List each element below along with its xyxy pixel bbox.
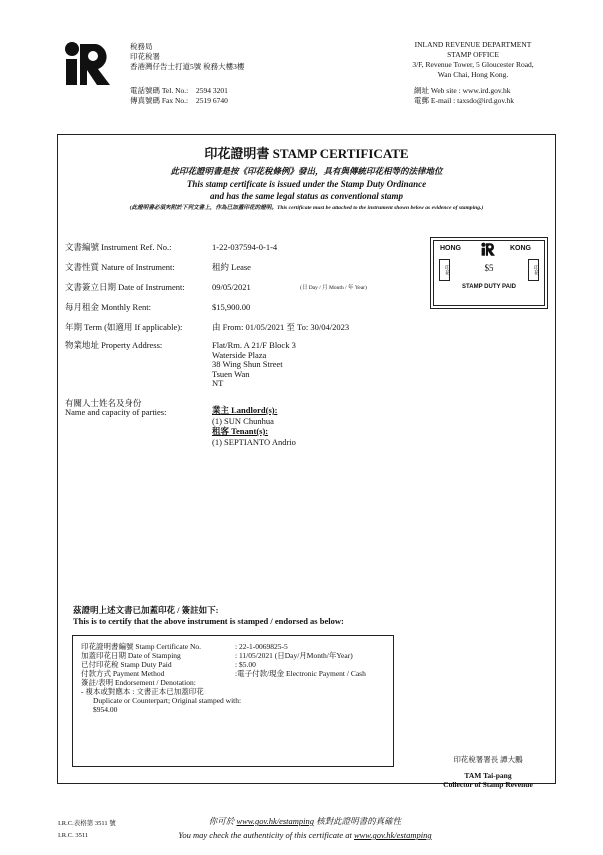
certificate-sub-cn: 此印花證明書是按《印花稅條例》發出，具有與傳統印花相等的法律地位 — [170, 166, 443, 176]
verify-note — [140, 814, 470, 842]
verify-en-pre: You may check the authenticity of this certificate at — [178, 830, 354, 840]
duty-label: 已付印花稅 Stamp Duty Paid — [81, 660, 172, 669]
signature-block — [423, 755, 553, 789]
signature-cn: 印花稅署署長 譚大鵬 — [453, 755, 523, 764]
stamp-kong: KONG — [510, 245, 531, 252]
tenant-name: (1) SEPTIANTO Andrio — [212, 436, 296, 447]
parties-value — [212, 405, 296, 447]
stamp-date-value: : 11/05/2021 (日Day/月Month/年Year) — [235, 651, 353, 660]
duty-value: : $5.00 — [235, 660, 256, 669]
header-cn-office: 印花稅署 — [130, 52, 160, 61]
certificate-title: 印花證明書 STAMP CERTIFICATE — [204, 146, 409, 161]
header-en-dept: INLAND REVENUE DEPARTMENT — [414, 40, 532, 49]
stamp-ird-logo-icon — [477, 242, 499, 256]
header-en-office: STAMP OFFICE — [447, 50, 499, 59]
certificate-sub-en2: and has the same legal status as conventional stamp — [209, 191, 404, 201]
form-number-cn: I.R.C.表格第 3511 號 — [58, 820, 116, 827]
term-value: 由 From: 01/05/2021 至 To: 30/04/2023 — [212, 322, 350, 332]
header-en-address2: Wan Chai, Hong Kong. — [437, 70, 509, 79]
term-label: 年期 Term (如適用 If applicable): — [65, 322, 183, 332]
endorse-heading-en: This is to certify that the above instrument is stamped / endorsed as below: — [73, 616, 344, 626]
parties-label — [65, 399, 166, 417]
cert-no-label: 印花證明書編號 Stamp Certificate No. — [81, 642, 201, 651]
stamp-duty-paid-stamp — [430, 237, 548, 309]
form-number — [58, 818, 116, 842]
ird-logo — [62, 40, 112, 86]
nature-value: 租約 Lease — [212, 262, 251, 272]
certificate-sub-en1: This stamp certificate is issued under the Stamp Duty Ordinance — [186, 179, 427, 189]
address-line: Waterside Plaza — [212, 349, 267, 360]
header-cn-dept: 稅務局 — [130, 42, 153, 51]
address-line: 38 Wing Shun Street — [212, 359, 283, 369]
duplicate-cn: - 複本或對應本 : 文書正本已加蓋印花 — [81, 687, 204, 696]
fax-label: 傳真號碼 Fax No.: — [130, 96, 189, 105]
stamp-right-panel: 印花 — [528, 259, 539, 281]
landlord-heading: 業主 Landlord(s): — [212, 405, 278, 415]
tel-value: 2594 3201 — [196, 86, 228, 95]
certificate-note: (此證明書必須夾附於下列文書上，作為已加蓋印花的證明。This certificate must be attached to the instrument shown below as evidence of stamping.) — [129, 205, 484, 211]
form-number-en: I.R.C. 3511 — [58, 832, 89, 839]
duplicate-amount: $954.00 — [93, 705, 118, 714]
tel-label: 電話號碼 Tel. No.: — [130, 86, 189, 95]
endorse-heading — [73, 605, 344, 627]
tenant-heading: 租客 Tenant(s): — [212, 426, 269, 436]
parties-label-cn: 有關人士姓名及身份 — [65, 398, 142, 408]
nature-label: 文書性質 Nature of Instrument: — [65, 262, 175, 272]
web-label: 網址 Web site : — [414, 86, 463, 95]
method-value: :電子付款/現金 Electronic Payment / Cash — [235, 669, 366, 678]
address-line: Tsuen Wan — [212, 368, 250, 379]
stamp-left-panel: 印花 — [439, 259, 450, 281]
header-contact — [130, 86, 228, 106]
email-label: 電郵 E-mail : — [414, 96, 458, 105]
ref-value: 1-22-037594-0-1-4 — [212, 242, 278, 252]
date-format: (日 Day / 月 Month / 年 Year) — [300, 285, 367, 291]
header-cn-block — [130, 42, 244, 72]
stamp-amount: $5 — [484, 263, 494, 273]
duplicate-en: Duplicate or Counterpart; Original stamped with: — [93, 696, 242, 705]
ref-label: 文書編號 Instrument Ref. No.: — [65, 242, 172, 252]
landlord-name: (1) SUN Chunhua — [212, 415, 274, 426]
header-web-email — [414, 86, 514, 106]
signature-title: Collector of Stamp Revenue — [443, 780, 533, 789]
signature-name: TAM Tai-pang — [464, 771, 512, 780]
fax-value: 2519 6740 — [196, 96, 228, 105]
address-value — [212, 341, 296, 389]
header-cn-address: 香港灣仔告士打道5號 稅務大樓3樓 — [130, 62, 245, 71]
verify-cn-post: 核對此證明書的真確性 — [314, 816, 402, 826]
web-link[interactable]: www.ird.gov.hk — [462, 86, 511, 95]
certificate-box — [57, 134, 556, 789]
date-value: 09/05/2021 — [212, 282, 251, 292]
cert-no-value: : 22-1-0069825-5 — [235, 642, 288, 651]
endorsement-label: 簽註/表明 Endorsement / Denotation: — [81, 678, 196, 687]
address-line: NT — [212, 378, 224, 388]
date-label: 文書簽立日期 Date of Instrument: — [65, 282, 185, 292]
endorsement-box — [72, 635, 394, 767]
stamp-date-label: 加蓋印花日期 Date of Stamping — [81, 651, 181, 660]
endorse-heading-cn: 茲證明上述文書已加蓋印花 / 簽註如下: — [73, 605, 219, 615]
verify-link-en[interactable]: www.gov.hk/estamping — [353, 830, 432, 840]
header-en-address1: 3/F, Revenue Tower, 5 Gloucester Road, — [412, 60, 534, 69]
method-label: 付款方式 Payment Method — [81, 669, 165, 678]
stamp-paid-text: STAMP DUTY PAID — [462, 284, 516, 290]
stamp-hong: HONG — [440, 245, 461, 252]
header-en-block — [388, 40, 558, 80]
email-link[interactable]: taxsdo@ird.gov.hk — [457, 96, 514, 105]
rent-label: 每月租金 Monthly Rent: — [65, 302, 151, 312]
parties-label-en: Name and capacity of parties: — [65, 407, 167, 417]
rent-value: $15,900.00 — [212, 302, 251, 312]
address-label: 物業地址 Property Address: — [65, 340, 163, 350]
address-line: Flat/Rm. A 21/F Block 3 — [212, 340, 296, 350]
verify-link[interactable]: www.gov.hk/estamping — [236, 816, 315, 826]
verify-cn-pre: 你可於 — [208, 816, 237, 826]
